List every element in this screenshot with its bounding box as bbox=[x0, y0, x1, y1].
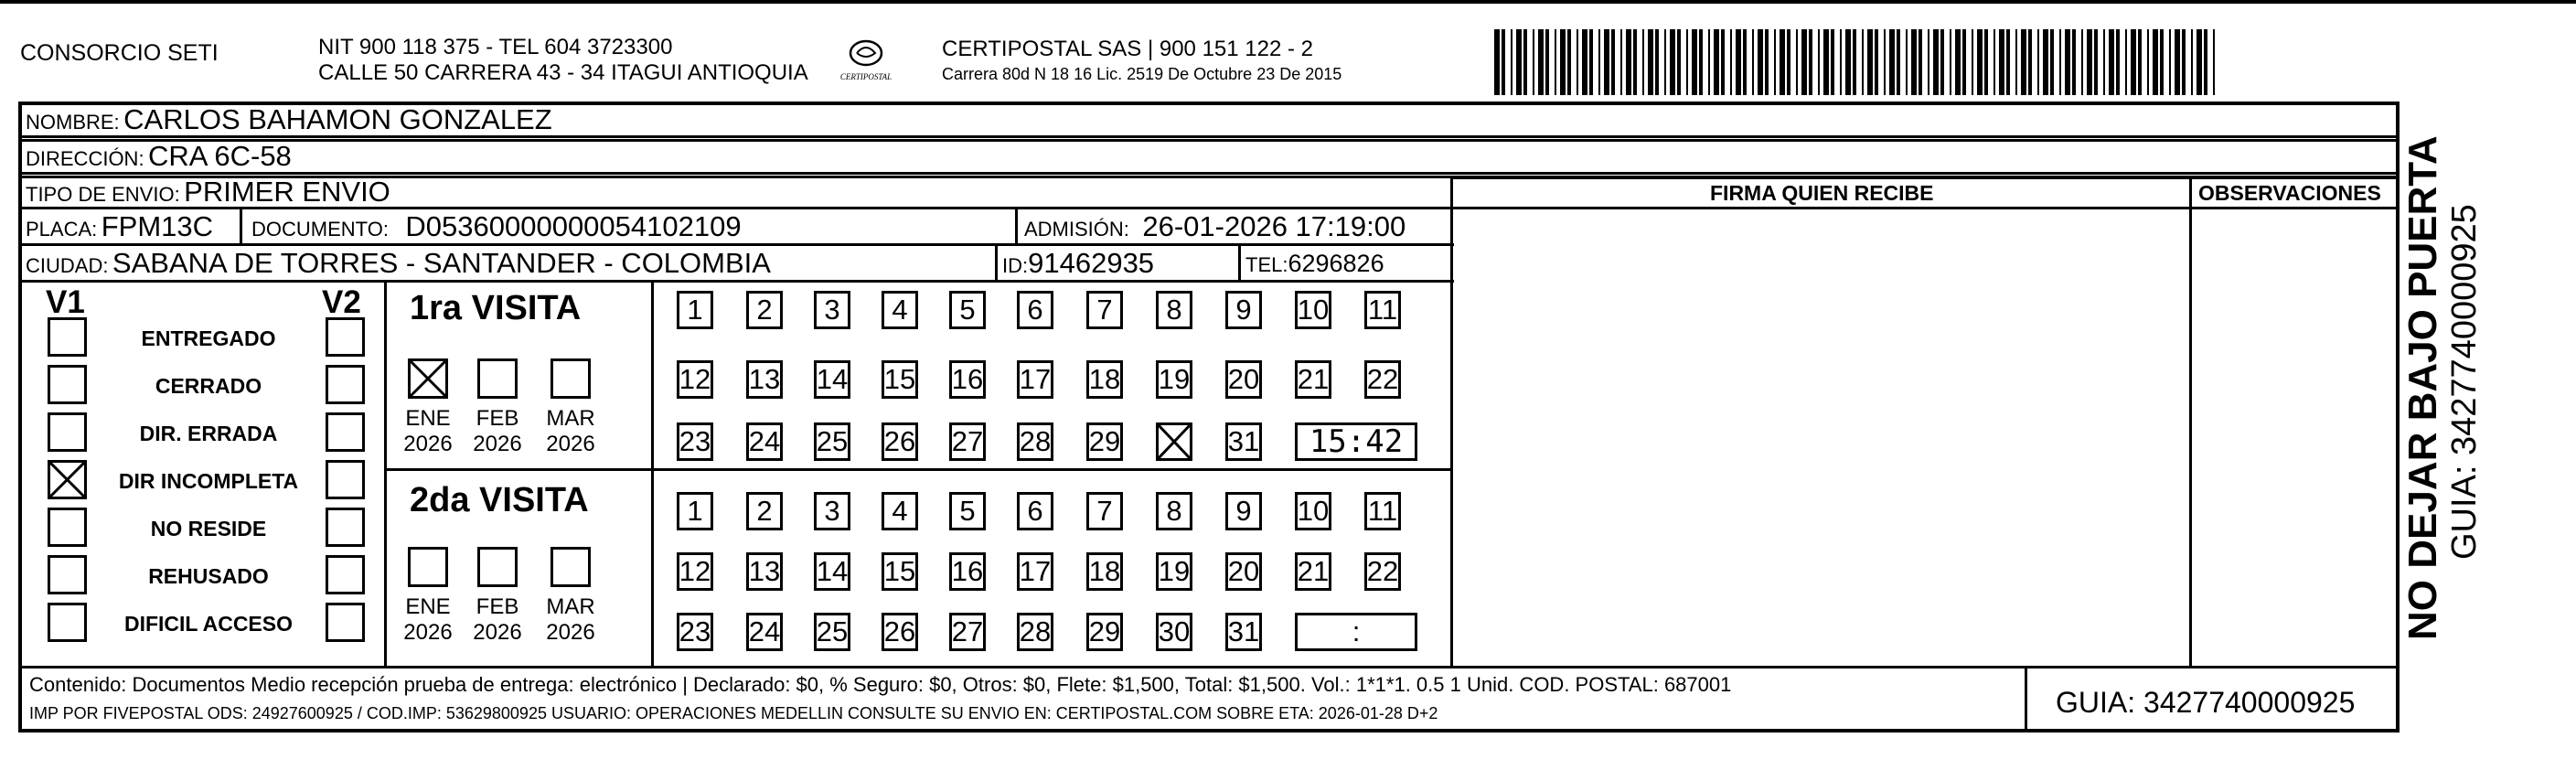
v2-checkbox[interactable] bbox=[326, 412, 365, 452]
barcode-bar bbox=[1911, 29, 1917, 95]
barcode-bar bbox=[1611, 29, 1615, 95]
day-cell[interactable]: 2 bbox=[746, 291, 783, 329]
day-cell[interactable]: 4 bbox=[882, 291, 918, 329]
barcode-bar bbox=[1962, 29, 1966, 95]
barcode-bar bbox=[2116, 29, 2120, 95]
barcode-bar bbox=[1897, 29, 1900, 95]
day-cell[interactable]: 28 bbox=[1017, 422, 1053, 461]
month-checkbox[interactable] bbox=[408, 547, 448, 587]
visit1-title: 1ra VISITA bbox=[410, 289, 582, 327]
id-value: 91462935 bbox=[1028, 247, 1155, 279]
day-cell[interactable]: 10 bbox=[1295, 291, 1331, 329]
admision-field bbox=[1024, 212, 1406, 241]
barcode-bar bbox=[2204, 29, 2207, 95]
status-label: NO RESIDE bbox=[150, 517, 267, 540]
barcode-bar bbox=[2037, 29, 2039, 95]
month-checkbox[interactable] bbox=[550, 547, 591, 587]
barcode-bar bbox=[1730, 29, 1732, 95]
barcode-bar bbox=[2081, 29, 2083, 95]
barcode-bar bbox=[1950, 29, 1951, 95]
col-line bbox=[2025, 666, 2027, 733]
v2-label: V2 bbox=[322, 284, 361, 320]
tel-value: 6296826 bbox=[1288, 250, 1384, 277]
address-line: CALLE 50 CARRERA 43 - 34 ITAGUI ANTIOQUIA bbox=[318, 60, 808, 85]
day-cell[interactable]: 17 bbox=[1017, 360, 1053, 399]
check-x-icon bbox=[1156, 422, 1192, 461]
barcode-bar bbox=[1993, 29, 1995, 95]
barcode-bar bbox=[1977, 29, 1983, 95]
day-cell[interactable]: 4 bbox=[882, 492, 918, 530]
time-field[interactable]: 15:42 bbox=[1295, 422, 1417, 461]
day-cell[interactable]: 9 bbox=[1225, 291, 1262, 329]
day-cell[interactable]: 17 bbox=[1017, 552, 1053, 591]
barcode-bar bbox=[1752, 29, 1754, 95]
top-border bbox=[0, 0, 2576, 4]
barcode-bar bbox=[2191, 29, 2193, 95]
day-cell[interactable]: 7 bbox=[1086, 291, 1123, 329]
side-guia: GUIA: 3427740000925 bbox=[2445, 204, 2484, 560]
imp-text: IMP POR FIVEPOSTAL ODS: 24927600925 / COD.IMP: 53629800925 USUARIO: OPERACIONES MEDELLIN CONSULTE SU ENVIO EN: CERTIPOSTAL.COM SOBRE ETA: 2026-01-28 D+2 bbox=[29, 704, 1438, 722]
day-cell[interactable]: 21 bbox=[1295, 360, 1331, 399]
barcode-bar bbox=[1787, 29, 1790, 95]
v1-checkbox[interactable] bbox=[48, 603, 87, 642]
day-cell[interactable]: 3 bbox=[814, 291, 850, 329]
tipo-label: TIPO DE ENVIO: bbox=[26, 183, 180, 206]
day-cell[interactable]: 13 bbox=[746, 360, 783, 399]
nit-line: NIT 900 118 375 - TEL 604 3723300 bbox=[318, 35, 673, 59]
direccion-value: CRA 6C-58 bbox=[148, 140, 292, 172]
day-cell[interactable]: 25 bbox=[814, 422, 850, 461]
observaciones-header: OBSERVACIONES bbox=[2198, 181, 2381, 205]
barcode-bar bbox=[2006, 29, 2010, 95]
col-line bbox=[651, 281, 654, 667]
day-cell[interactable]: 3 bbox=[814, 492, 850, 530]
barcode-bar bbox=[1774, 29, 1776, 95]
barcode-bar bbox=[1721, 29, 1725, 95]
status-label: DIR INCOMPLETA bbox=[118, 469, 299, 493]
row-line bbox=[384, 468, 1452, 471]
day-cell[interactable]: 19 bbox=[1156, 360, 1192, 399]
barcode-bar bbox=[1889, 29, 1895, 95]
col-line bbox=[1238, 244, 1241, 281]
day-cell[interactable]: 6 bbox=[1017, 291, 1053, 329]
company-name: CONSORCIO SETI bbox=[20, 40, 219, 66]
month-label: ENE 2026 bbox=[403, 406, 453, 456]
v2-checkbox[interactable] bbox=[326, 603, 365, 642]
row-line bbox=[1450, 176, 2400, 179]
v2-checkbox[interactable] bbox=[326, 460, 365, 499]
month-checkbox[interactable] bbox=[477, 547, 518, 587]
barcode-bar bbox=[1831, 29, 1834, 95]
day-cell[interactable]: 18 bbox=[1086, 360, 1123, 399]
day-cell[interactable]: 14 bbox=[814, 552, 850, 591]
day-cell[interactable]: 31 bbox=[1225, 613, 1262, 651]
day-cell[interactable]: 23 bbox=[677, 422, 713, 461]
check-x-icon bbox=[48, 460, 87, 499]
day-cell[interactable]: 28 bbox=[1017, 613, 1053, 651]
barcode-bar bbox=[1780, 29, 1785, 95]
barcode-bar bbox=[1933, 29, 1939, 95]
day-cell[interactable]: 29 bbox=[1086, 613, 1123, 651]
status-label: DIFICIL ACCESO bbox=[123, 612, 293, 636]
certipostal-logo bbox=[834, 35, 898, 82]
direccion-label: DIRECCIÓN: bbox=[26, 147, 144, 170]
barcode-bar bbox=[1736, 29, 1741, 95]
barcode-bar bbox=[1699, 29, 1703, 95]
month-label: FEB 2026 bbox=[473, 594, 522, 645]
barcode-bar bbox=[1494, 29, 1500, 95]
barcode-bar bbox=[1555, 29, 1556, 95]
nombre-value: CARLOS BAHAMON GONZALEZ bbox=[123, 103, 552, 135]
day-cell[interactable]: 20 bbox=[1225, 360, 1262, 399]
license-line: Carrera 80d N 18 16 Lic. 2519 De Octubre 23 De 2015 bbox=[942, 65, 1342, 83]
visit2-title: 2da VISITA bbox=[410, 481, 589, 519]
day-cell[interactable]: 25 bbox=[814, 613, 850, 651]
ciudad-value: SABANA DE TORRES - SANTANDER - COLOMBIA bbox=[112, 247, 771, 279]
barcode-bar bbox=[1818, 29, 1820, 95]
barcode-bar bbox=[1714, 29, 1719, 95]
barcode-bar bbox=[1545, 29, 1549, 95]
tel-label: TEL: bbox=[1245, 253, 1288, 276]
barcode-bar bbox=[1840, 29, 1842, 95]
v2-checkbox[interactable] bbox=[326, 365, 365, 404]
barcode-bar bbox=[1577, 29, 1578, 95]
day-cell[interactable] bbox=[1156, 422, 1192, 461]
status-label: REHUSADO bbox=[148, 564, 269, 588]
barcode-bar bbox=[2169, 29, 2171, 95]
barcode-bar bbox=[1928, 29, 1929, 95]
row-line bbox=[18, 139, 2400, 142]
day-cell[interactable]: 19 bbox=[1156, 552, 1192, 591]
day-cell[interactable]: 26 bbox=[882, 613, 918, 651]
barcode bbox=[1494, 29, 2220, 95]
placa-value: FPM13C bbox=[101, 210, 214, 242]
id-field bbox=[1002, 249, 1154, 277]
v1-label: V1 bbox=[46, 284, 85, 320]
documento-label: DOCUMENTO: bbox=[251, 218, 389, 241]
v2-checkbox[interactable] bbox=[326, 508, 365, 547]
day-cell[interactable]: 16 bbox=[949, 552, 986, 591]
admision-label: ADMISIÓN: bbox=[1024, 218, 1129, 241]
month-label: MAR 2026 bbox=[546, 594, 595, 645]
barcode-bar bbox=[1670, 29, 1675, 95]
barcode-bar bbox=[1708, 29, 1710, 95]
day-cell[interactable]: 6 bbox=[1017, 492, 1053, 530]
day-cell[interactable]: 16 bbox=[949, 360, 986, 399]
barcode-bar bbox=[1867, 29, 1873, 95]
barcode-bar bbox=[1984, 29, 1988, 95]
barcode-bar bbox=[2147, 29, 2149, 95]
barcode-bar bbox=[2050, 29, 2054, 95]
barcode-bar bbox=[1538, 29, 1544, 95]
barcode-bar bbox=[2131, 29, 2136, 95]
barcode-bar bbox=[1875, 29, 1878, 95]
direccion-field bbox=[26, 142, 292, 170]
col-line bbox=[240, 208, 242, 244]
month-checkbox[interactable] bbox=[477, 358, 518, 399]
barcode-bar bbox=[1648, 29, 1653, 95]
barcode-bar bbox=[2043, 29, 2048, 95]
barcode-bar bbox=[1999, 29, 2004, 95]
day-cell[interactable]: 20 bbox=[1225, 552, 1262, 591]
row-line bbox=[18, 172, 2400, 175]
logo-icon bbox=[834, 35, 898, 82]
row-line bbox=[1450, 207, 2400, 209]
day-cell[interactable]: 8 bbox=[1156, 492, 1192, 530]
day-cell[interactable]: 12 bbox=[677, 552, 713, 591]
barcode-bar bbox=[1598, 29, 1600, 95]
status-label: CERRADO bbox=[155, 374, 262, 398]
month-label: MAR 2026 bbox=[546, 406, 595, 456]
barcode-bar bbox=[2125, 29, 2127, 95]
barcode-bar bbox=[1560, 29, 1566, 95]
barcode-bar bbox=[1796, 29, 1798, 95]
barcode-bar bbox=[1589, 29, 1593, 95]
row-line bbox=[18, 666, 2400, 668]
barcode-bar bbox=[2197, 29, 2202, 95]
day-cell[interactable]: 7 bbox=[1086, 492, 1123, 530]
v2-checkbox[interactable] bbox=[326, 317, 365, 357]
v1-checkbox[interactable] bbox=[48, 460, 87, 499]
day-cell[interactable]: 5 bbox=[949, 291, 986, 329]
v1-checkbox[interactable] bbox=[48, 317, 87, 357]
col-line bbox=[384, 281, 387, 667]
ciudad-label: CIUDAD: bbox=[26, 254, 109, 277]
barcode-bar bbox=[1919, 29, 1922, 95]
barcode-bar bbox=[1765, 29, 1769, 95]
barcode-bar bbox=[1511, 29, 1512, 95]
barcode-bar bbox=[2175, 29, 2180, 95]
barcode-bar bbox=[1655, 29, 1659, 95]
v1-checkbox[interactable] bbox=[48, 412, 87, 452]
barcode-bar bbox=[1633, 29, 1637, 95]
barcode-bar bbox=[2109, 29, 2114, 95]
day-cell[interactable]: 15 bbox=[882, 552, 918, 591]
barcode-bar bbox=[2153, 29, 2158, 95]
day-cell[interactable]: 21 bbox=[1295, 552, 1331, 591]
barcode-bar bbox=[1972, 29, 1973, 95]
barcode-bar bbox=[1955, 29, 1961, 95]
barcode-bar bbox=[2138, 29, 2142, 95]
barcode-bar bbox=[1516, 29, 1522, 95]
status-label: DIR. ERRADA bbox=[139, 422, 278, 445]
day-cell[interactable]: 1 bbox=[677, 492, 713, 530]
tipo-field bbox=[26, 177, 390, 206]
day-cell[interactable]: 31 bbox=[1225, 422, 1262, 461]
day-cell[interactable]: 22 bbox=[1364, 360, 1401, 399]
day-cell[interactable]: 18 bbox=[1086, 552, 1123, 591]
month-checkbox[interactable] bbox=[408, 358, 448, 399]
barcode-bar bbox=[2087, 29, 2092, 95]
barcode-bar bbox=[1502, 29, 1505, 95]
barcode-bar bbox=[2094, 29, 2098, 95]
day-cell[interactable]: 23 bbox=[677, 613, 713, 651]
day-cell[interactable]: 2 bbox=[746, 492, 783, 530]
barcode-bar bbox=[1853, 29, 1856, 95]
day-cell[interactable]: 13 bbox=[746, 552, 783, 591]
barcode-bar bbox=[1582, 29, 1587, 95]
ciudad-field bbox=[26, 249, 771, 277]
barcode-bar bbox=[1677, 29, 1681, 95]
id-label: ID: bbox=[1002, 254, 1029, 277]
placa-field bbox=[26, 212, 213, 241]
barcode-bar bbox=[1686, 29, 1688, 95]
day-cell[interactable]: 12 bbox=[677, 360, 713, 399]
day-cell[interactable]: 26 bbox=[882, 422, 918, 461]
barcode-bar bbox=[2213, 29, 2215, 95]
documento-field bbox=[251, 212, 742, 241]
barcode-bar bbox=[1664, 29, 1666, 95]
month-checkbox[interactable] bbox=[550, 358, 591, 399]
day-cell[interactable]: 24 bbox=[746, 422, 783, 461]
barcode-bar bbox=[2021, 29, 2026, 95]
barcode-bar bbox=[1809, 29, 1812, 95]
v1-checkbox[interactable] bbox=[48, 508, 87, 547]
barcode-bar bbox=[1845, 29, 1851, 95]
barcode-bar bbox=[1642, 29, 1644, 95]
barcode-bar bbox=[2072, 29, 2076, 95]
nombre-label: NOMBRE: bbox=[26, 111, 120, 134]
barcode-bar bbox=[2065, 29, 2070, 95]
day-cell[interactable]: 1 bbox=[677, 291, 713, 329]
day-cell[interactable]: 11 bbox=[1364, 492, 1401, 530]
barcode-bar bbox=[1533, 29, 1534, 95]
day-cell[interactable]: 8 bbox=[1156, 291, 1192, 329]
check-x-icon bbox=[408, 358, 448, 399]
v1-checkbox[interactable] bbox=[48, 365, 87, 404]
barcode-bar bbox=[1743, 29, 1747, 95]
day-cell[interactable]: 15 bbox=[882, 360, 918, 399]
col-line bbox=[1015, 208, 1018, 244]
barcode-bar bbox=[1626, 29, 1631, 95]
barcode-bar bbox=[1884, 29, 1886, 95]
barcode-bar bbox=[2103, 29, 2105, 95]
logo-text: CERTIPOSTAL bbox=[839, 72, 893, 81]
barcode-bar bbox=[2059, 29, 2061, 95]
barcode-bar bbox=[1692, 29, 1697, 95]
time-field[interactable]: : bbox=[1295, 613, 1417, 651]
barcode-bar bbox=[1940, 29, 1944, 95]
nombre-field bbox=[26, 105, 552, 134]
day-cell[interactable]: 30 bbox=[1156, 613, 1192, 651]
col-line bbox=[1450, 176, 1453, 667]
side-warning: NO DEJAR BAJO PUERTA bbox=[2400, 135, 2445, 640]
day-cell[interactable]: 29 bbox=[1086, 422, 1123, 461]
day-cell[interactable]: 11 bbox=[1364, 291, 1401, 329]
contenido-text: Contenido: Documentos Medio recepción prueba de entrega: electrónico | Declarado: $0, % Seguro: $0, Otros: $0, Flete: $1,500, Total: $1,500. Vol.: 1*1*1. 0.5 1 Unid. COD. POSTAL: 687001 bbox=[29, 673, 1732, 696]
guia-box-text: GUIA: 3427740000925 bbox=[2056, 686, 2356, 719]
barcode-bar bbox=[2015, 29, 2017, 95]
barcode-bar bbox=[1523, 29, 1527, 95]
barcode-bar bbox=[1862, 29, 1864, 95]
barcode-bar bbox=[1758, 29, 1763, 95]
day-cell[interactable]: 10 bbox=[1295, 492, 1331, 530]
barcode-bar bbox=[1801, 29, 1807, 95]
barcode-bar bbox=[1567, 29, 1571, 95]
v2-checkbox[interactable] bbox=[326, 555, 365, 594]
col-line bbox=[995, 244, 998, 281]
status-label: ENTREGADO bbox=[141, 326, 276, 350]
row-line bbox=[18, 135, 2400, 138]
barcode-bar bbox=[2028, 29, 2032, 95]
barcode-bar bbox=[1620, 29, 1622, 95]
admision-value: 26-01-2026 17:19:00 bbox=[1142, 210, 1406, 242]
tipo-value: PRIMER ENVIO bbox=[184, 176, 390, 208]
v1-checkbox[interactable] bbox=[48, 555, 87, 594]
barcode-bar bbox=[1604, 29, 1609, 95]
tel-field bbox=[1245, 251, 1384, 276]
day-cell[interactable]: 22 bbox=[1364, 552, 1401, 591]
month-label: FEB 2026 bbox=[473, 406, 522, 456]
month-label: ENE 2026 bbox=[403, 594, 453, 645]
col-line bbox=[2189, 176, 2192, 667]
barcode-bar bbox=[2182, 29, 2186, 95]
firma-header: FIRMA QUIEN RECIBE bbox=[1710, 181, 1934, 205]
day-cell[interactable]: 27 bbox=[949, 613, 986, 651]
day-cell[interactable]: 9 bbox=[1225, 492, 1262, 530]
day-cell[interactable]: 24 bbox=[746, 613, 783, 651]
day-cell[interactable]: 27 bbox=[949, 422, 986, 461]
day-cell[interactable]: 5 bbox=[949, 492, 986, 530]
placa-label: PLACA: bbox=[26, 218, 98, 241]
documento-value: D05360000000054102109 bbox=[405, 210, 742, 242]
day-cell[interactable]: 14 bbox=[814, 360, 850, 399]
barcode-bar bbox=[1906, 29, 1908, 95]
barcode-bar bbox=[1823, 29, 1829, 95]
certipostal-line: CERTIPOSTAL SAS | 900 151 122 - 2 bbox=[942, 37, 1313, 61]
barcode-bar bbox=[2160, 29, 2164, 95]
